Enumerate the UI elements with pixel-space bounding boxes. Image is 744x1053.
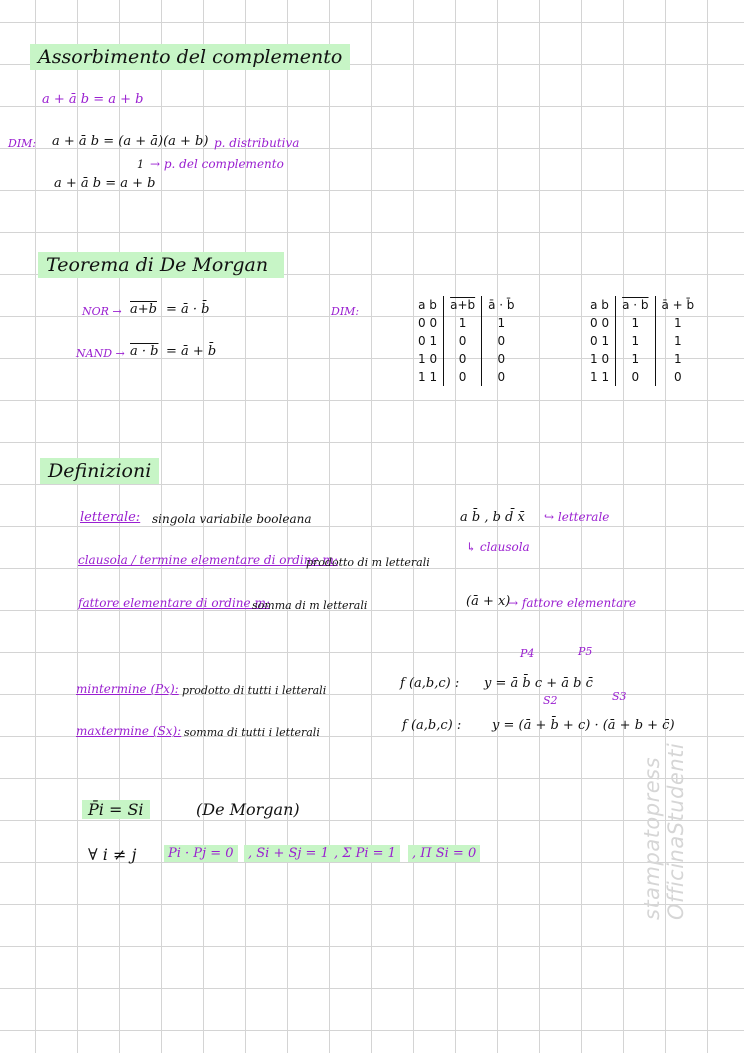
table2-header-ab: a b: [590, 298, 609, 312]
proof-line-1: a + ā b = (a + ā)(a + b): [52, 134, 209, 149]
table-cell: 1 1: [590, 370, 610, 384]
fattore-text: somma di m letterali: [252, 599, 368, 612]
table-cell: 1: [655, 350, 700, 368]
table1-header-ab: a b: [418, 298, 437, 312]
example-letterals: a b̄ , b d̄ x̄: [460, 510, 525, 525]
f-maxterm: f (a,b,c) :: [402, 718, 462, 733]
dim-label-2: DIM:: [331, 305, 360, 318]
proof-line-2: a + ā b = a + b: [54, 176, 156, 191]
watermark: stampatopress OfficinaStudenti: [640, 742, 688, 920]
minterm-text: prodotto di tutti i letterali: [182, 684, 327, 697]
prop-sigma-one: , Σ Pi = 1: [330, 845, 400, 862]
table1-header-aorb: a+b: [444, 296, 482, 314]
absorption-formula: a + ā b = a + b: [42, 92, 144, 107]
table-cell: 0: [655, 368, 700, 386]
table-cell: 0: [616, 368, 655, 386]
truth-table-nor: [412, 296, 521, 386]
factor-note: → fattore elementare: [508, 596, 637, 610]
y-minterm: y = ā b̄ c + ā b c̄: [484, 676, 593, 691]
section-title-definitions: Definizioni: [40, 458, 159, 484]
one-mark: 1: [137, 158, 144, 171]
nand-rhs: = ā + b̄: [166, 344, 217, 359]
clausola-note: ↳ clausola: [466, 540, 530, 554]
table-cell: 0: [444, 332, 482, 350]
letterale-note-text: letterale: [557, 510, 610, 524]
minterm-label: mintermine (Px):: [76, 682, 179, 696]
table-cell: 1: [616, 314, 655, 332]
table-cell: 0: [482, 350, 521, 368]
table-cell: 1 0: [418, 352, 438, 366]
distributive-note: p. distributiva: [214, 136, 300, 150]
letterale-label: letterale:: [80, 510, 141, 525]
table-cell: 1: [616, 332, 655, 350]
maxterm-text: somma di tutti i letterali: [184, 726, 320, 739]
section-title-absorption: Assorbimento del complemento: [30, 44, 350, 70]
nor-rhs: = ā · b̄: [166, 302, 210, 317]
table-cell: 1: [616, 350, 655, 368]
truth-table-nand: [584, 296, 700, 386]
section-title-de-morgan: Teorema di De Morgan: [38, 252, 284, 278]
pi-equals-si: P̄i = Si: [82, 800, 150, 819]
p5-mark: P5: [578, 645, 593, 658]
table-cell: 1 1: [418, 370, 438, 384]
table2-header-naornb: ā + b̄: [655, 296, 700, 314]
y-maxterm: y = (ā + b̄ + c) · (ā + b + c̄): [492, 718, 675, 733]
s2-mark: S2: [543, 694, 558, 707]
table-cell: 0 1: [418, 334, 438, 348]
factor-note-text: fattore elementare: [521, 596, 637, 610]
de-morgan-note: (De Morgan): [196, 800, 300, 819]
clausola-note-text: clausola: [479, 540, 530, 554]
letterale-note: ↪ letterale: [544, 510, 610, 524]
table1-header-nanb: ā · b̄: [482, 296, 521, 314]
nor-label: NOR →: [82, 305, 122, 318]
prop-sum-one: , Si + Sj = 1: [244, 845, 333, 862]
p4-mark: P4: [520, 647, 535, 660]
f-minterm: f (a,b,c) :: [400, 676, 460, 691]
fattore-label: fattore elementare di ordine m:: [78, 596, 270, 610]
clausola-label: clausola / termine elementare di ordine m:: [78, 553, 338, 567]
s3-mark: S3: [612, 690, 627, 703]
table-cell: 1 0: [590, 352, 610, 366]
prop-product-zero: Pi · Pj = 0: [164, 845, 238, 862]
table2-header-aandb: a · b: [616, 296, 655, 314]
table-cell: 0: [482, 332, 521, 350]
dim-label-1: DIM:: [8, 137, 37, 150]
table-cell: 0: [444, 368, 482, 386]
nor-lhs: a+b: [130, 302, 157, 317]
table-cell: 1: [655, 314, 700, 332]
example-factor: (ā + x): [466, 594, 511, 609]
forall-condition: ∀ i ≠ j: [88, 845, 137, 864]
maxterm-label: maxtermine (Sx):: [76, 724, 182, 738]
letterale-text: singola variabile booleana: [152, 512, 312, 526]
complement-note: → p. del complemento: [150, 157, 284, 171]
prop-pi-zero: , Π Si = 0: [408, 845, 480, 862]
table-cell: 0 0: [590, 316, 610, 330]
nand-label: NAND →: [76, 347, 125, 360]
table-cell: 0 1: [590, 334, 610, 348]
clausola-text: prodotto di m letterali: [306, 556, 430, 569]
nand-lhs: a · b: [130, 344, 159, 359]
table-cell: 1: [482, 314, 521, 332]
table-cell: 1: [655, 332, 700, 350]
table-cell: 0 0: [418, 316, 438, 330]
table-cell: 0: [444, 350, 482, 368]
table-cell: 1: [444, 314, 482, 332]
table-cell: 0: [482, 368, 521, 386]
